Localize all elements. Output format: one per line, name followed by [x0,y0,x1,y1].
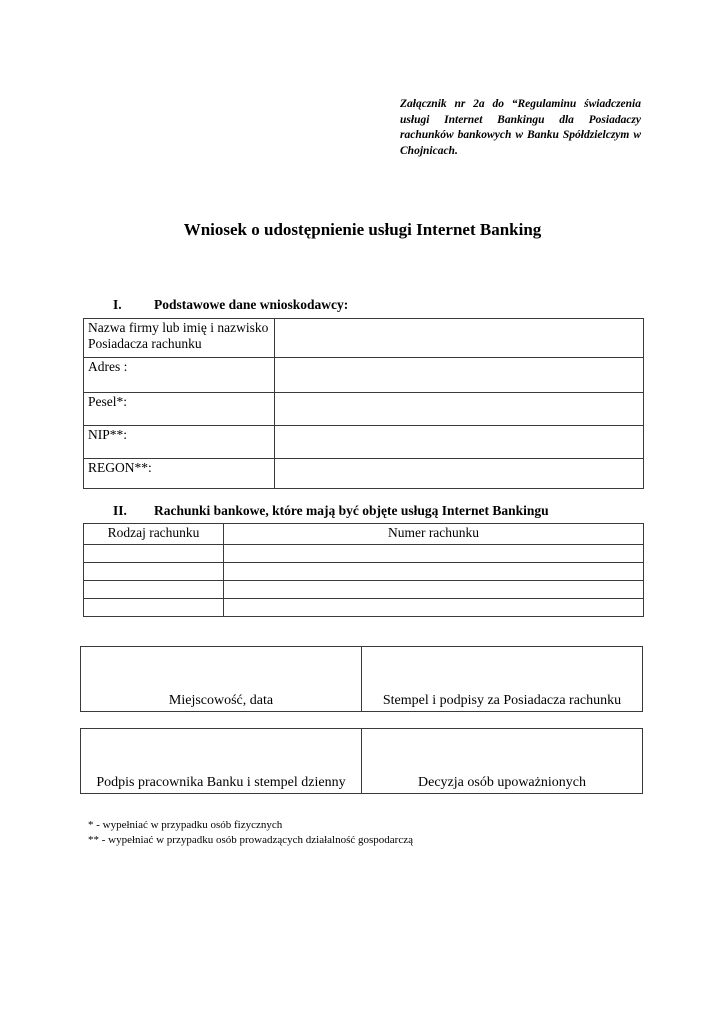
table-row [84,393,644,426]
accounts-table [83,523,644,617]
bank-employee-signature-cell: Podpis pracownika Banku i stempel dzienny [81,729,362,794]
row-value-nip [275,426,644,459]
applicant-data-table [83,318,644,489]
row-label-address: Adres : [84,358,275,393]
place-date-cell: Miejscowość, data [81,647,362,712]
account-type-cell [84,545,224,563]
section-ii-label: Rachunki bankowe, które mają być objęte usługą Internet Bankingu [154,503,549,518]
legal-annotation: Załącznik nr 2a do “Regulaminu świadczenia usługi Internet Bankingu dla Posiadaczy rachunków bankowych w Banku Spółdzielczym w Chojnicach. [400,98,641,158]
row-value-regon [275,459,644,489]
footnote-double-asterisk: ** - wypełniać w przypadku osób prowadzących działalność gospodarczą [88,834,413,846]
row-label-regon: REGON**: [84,459,275,489]
signature-box-holder [80,646,643,712]
holder-stamp-signatures-cell: Stempel i podpisy za Posiadacza rachunku [362,647,643,712]
table-row [81,729,643,794]
footnotes [88,818,413,848]
table-row [84,426,644,459]
table-row [84,599,644,617]
section-ii-heading [113,503,549,519]
form-title: Wniosek o udostępnienie usługi Internet Banking [183,220,542,239]
signature-box-bank [80,728,643,794]
table-row [84,563,644,581]
table-row [84,581,644,599]
account-number-cell [224,563,644,581]
column-header-account-number: Numer rachunku [224,524,644,545]
authorized-persons-decision-cell: Decyzja osób upoważnionych [362,729,643,794]
section-i-number: I. [113,297,122,312]
row-label-name: Nazwa firmy lub imię i nazwisko Posiadacza rachunku [84,319,275,358]
table-row [84,545,644,563]
section-i-heading [113,297,348,313]
row-label-pesel: Pesel*: [84,393,275,426]
row-value-pesel [275,393,644,426]
row-label-nip: NIP**: [84,426,275,459]
row-value-name [275,319,644,358]
table-row [84,358,644,393]
row-value-address [275,358,644,393]
column-header-account-type: Rodzaj rachunku [84,524,224,545]
account-type-cell [84,563,224,581]
account-number-cell [224,581,644,599]
account-number-cell [224,545,644,563]
account-type-cell [84,581,224,599]
section-ii-number: II. [113,503,127,518]
account-number-cell [224,599,644,617]
table-row [84,459,644,489]
table-row [81,647,643,712]
accounts-header-row [84,524,644,545]
footnote-single-asterisk: * - wypełniać w przypadku osób fizycznych [88,819,283,831]
section-i-label: Podstawowe dane wnioskodawcy: [154,297,349,312]
table-row [84,319,644,358]
account-type-cell [84,599,224,617]
